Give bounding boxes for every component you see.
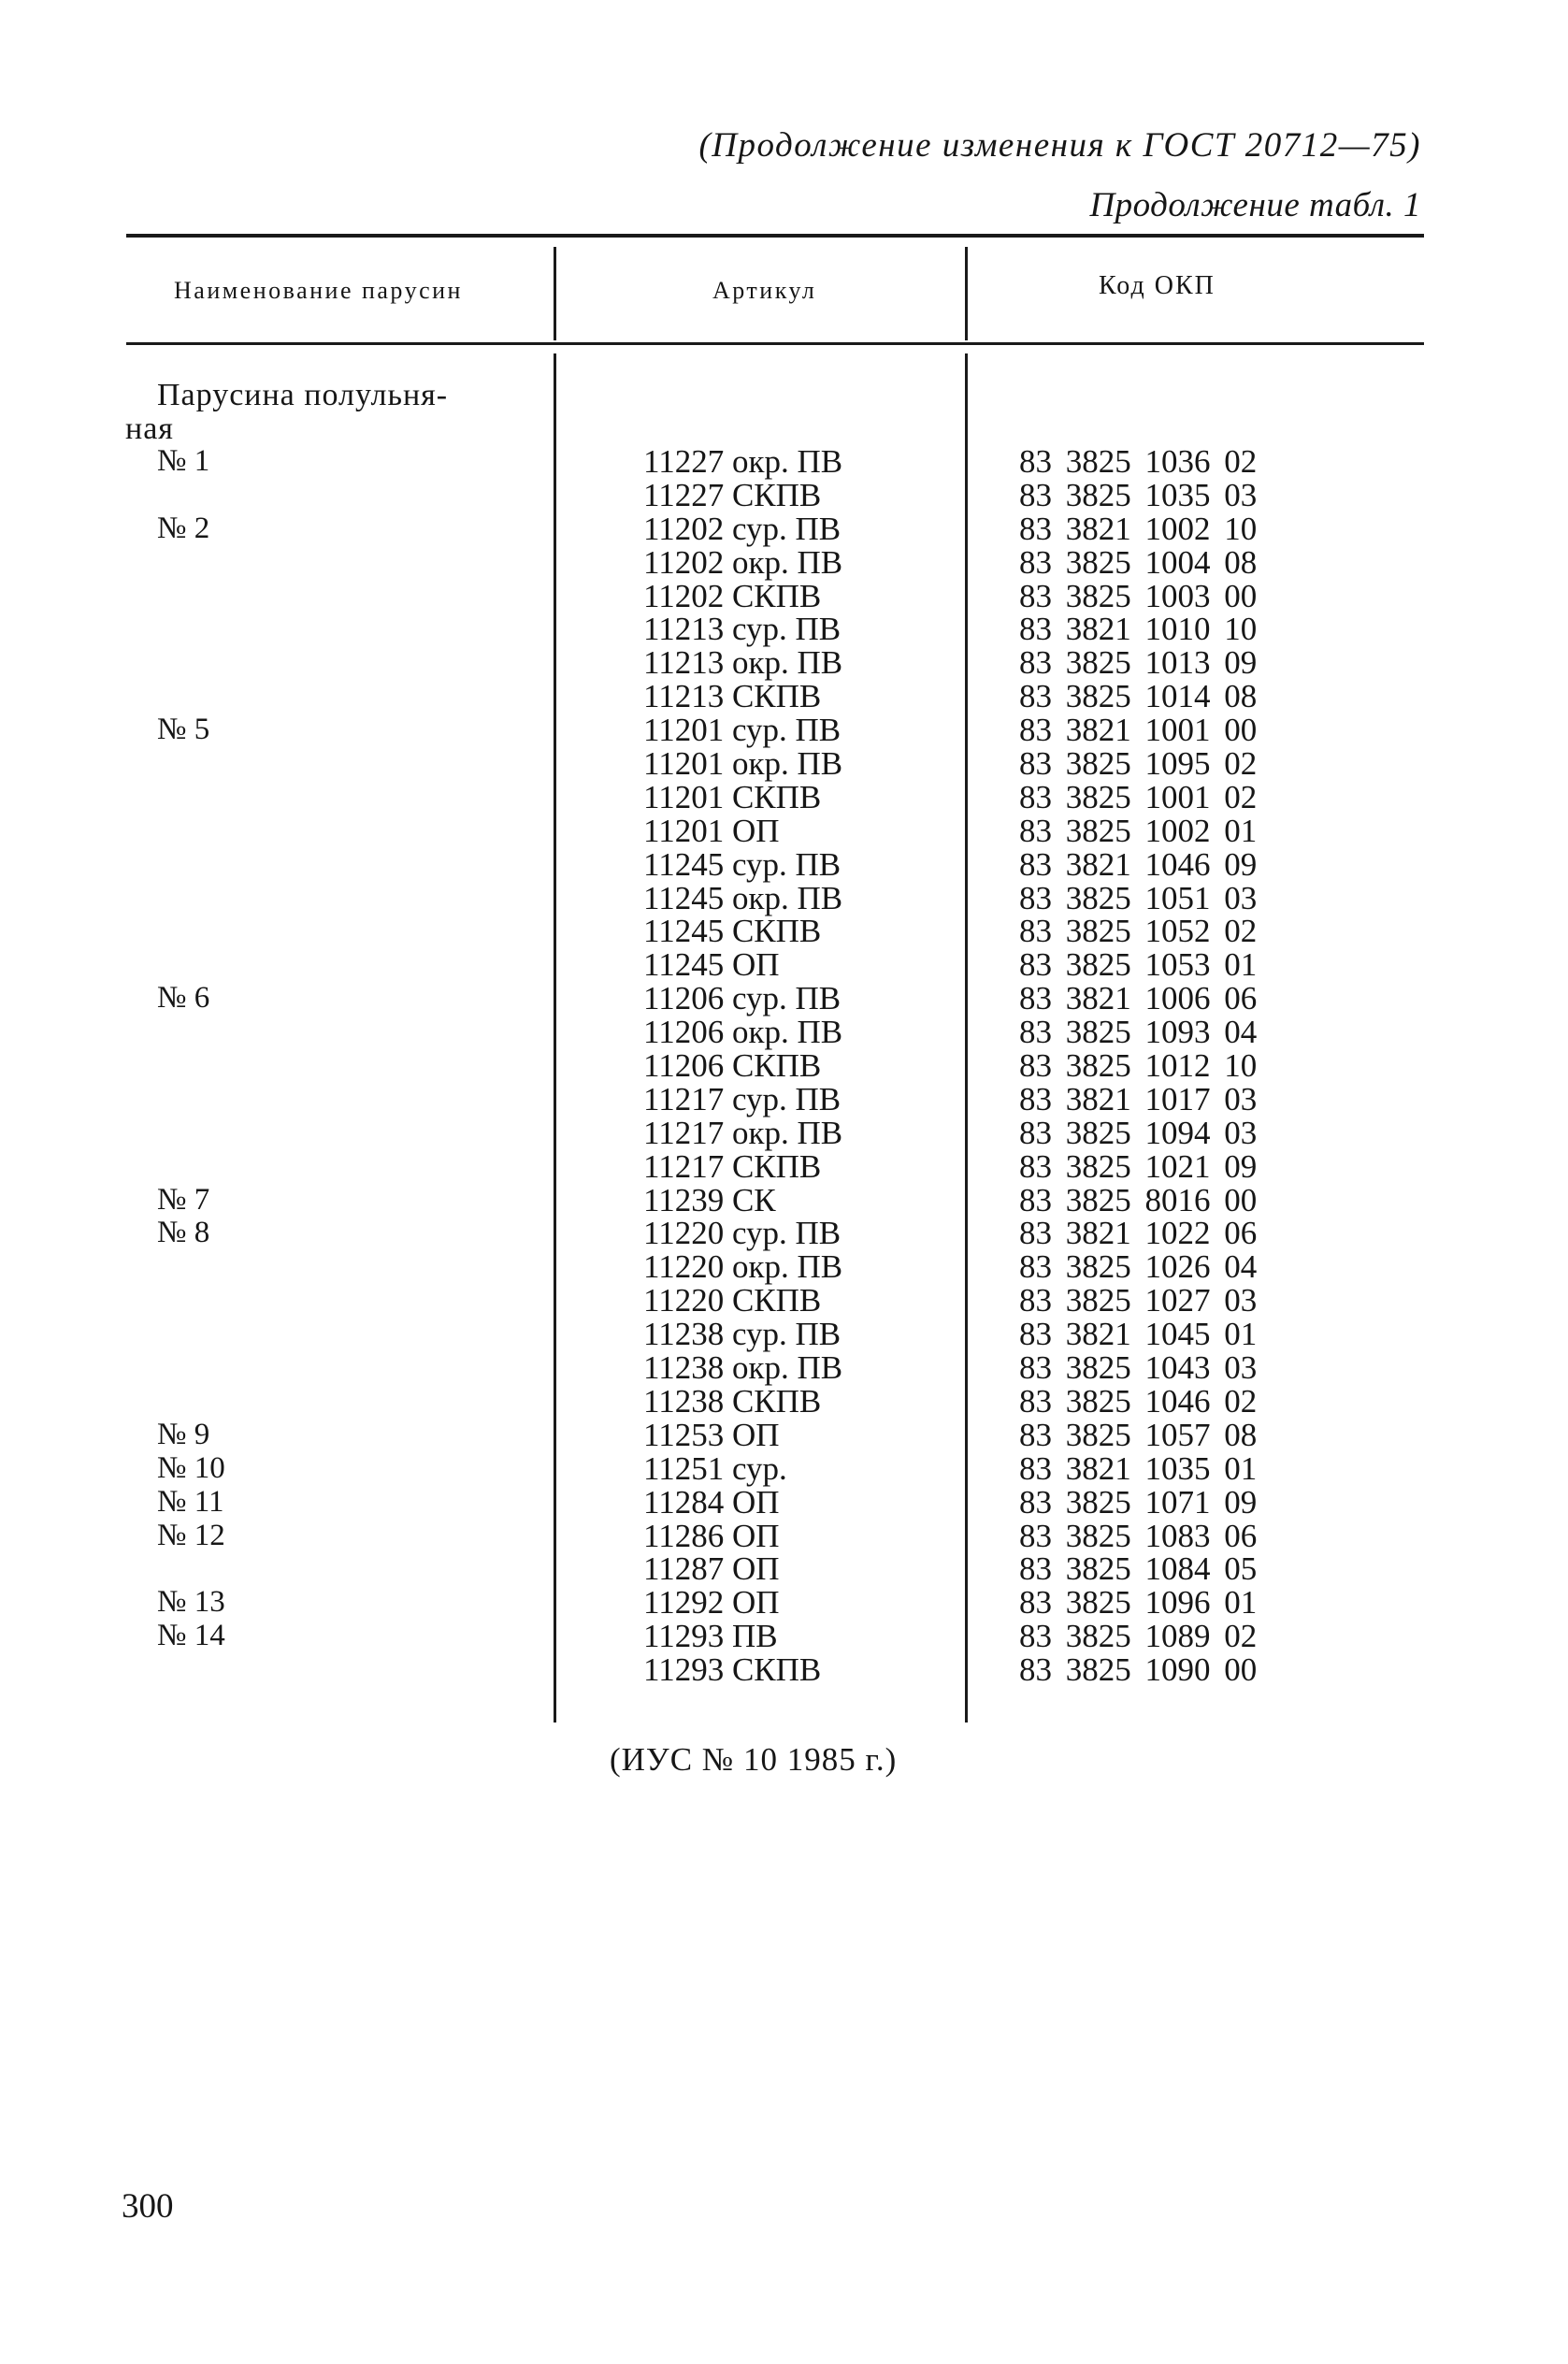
row-name <box>157 747 225 781</box>
okp-code-column <box>1019 445 1257 1687</box>
row-okp-code: 83 3825 1071 09 <box>1019 1483 1258 1521</box>
row-article: 11238 СКПВ <box>643 1382 822 1420</box>
row-okp-code: 83 3821 1010 10 <box>1019 611 1258 648</box>
row-okp-code: 83 3825 1002 01 <box>1019 812 1258 849</box>
row-okp-code: 83 3825 1051 03 <box>1019 879 1258 916</box>
row-article: 11238 окр. ПВ <box>643 1349 843 1387</box>
name-column <box>157 445 225 1687</box>
citation: (ИУС № 10 1985 г.) <box>610 1741 898 1778</box>
row-name <box>157 680 225 714</box>
row-article: 11293 ПВ <box>643 1618 778 1655</box>
row-article: 11287 ОП <box>643 1550 780 1588</box>
row-name: № 1 <box>157 444 210 478</box>
row-name: № 11 <box>157 1484 224 1519</box>
row-okp-code: 83 3825 1083 06 <box>1019 1517 1258 1554</box>
header-column-divider <box>554 247 556 340</box>
table-top-rule <box>126 234 1424 238</box>
row-article: 11201 окр. ПВ <box>643 745 843 783</box>
row-name <box>157 1049 225 1083</box>
row-article: 11202 сур. ПВ <box>643 510 842 547</box>
body-column-divider <box>554 353 556 1723</box>
row-okp-code: 83 3825 1053 01 <box>1019 946 1258 984</box>
row-name: № 8 <box>157 1216 210 1250</box>
row-okp-code: 83 3825 1046 02 <box>1019 1382 1258 1420</box>
row-okp-code: 83 3821 1006 06 <box>1019 980 1258 1017</box>
row-name <box>157 1385 225 1419</box>
row-okp-code: 83 3821 1035 01 <box>1019 1449 1258 1487</box>
row-name <box>157 915 225 948</box>
row-article: 11292 ОП <box>643 1584 780 1622</box>
row-article: 11206 сур. ПВ <box>643 980 842 1017</box>
row-article: 11227 окр. ПВ <box>643 443 843 480</box>
row-article: 11253 ОП <box>643 1416 780 1453</box>
row-okp-code: 83 3825 1027 03 <box>1019 1282 1258 1319</box>
row-okp-code: 83 3821 1002 10 <box>1019 510 1258 547</box>
row-name <box>157 1117 225 1150</box>
row-okp-code: 83 3825 8016 00 <box>1019 1181 1258 1218</box>
row-article: 11245 окр. ПВ <box>643 879 843 916</box>
row-okp-code: 83 3825 1004 08 <box>1019 543 1258 581</box>
row-article: 11202 СКПВ <box>643 577 822 614</box>
row-name: № 12 <box>157 1518 225 1552</box>
row-name <box>157 580 225 613</box>
row-article: 11245 СКПВ <box>643 913 822 950</box>
row-name <box>157 948 225 982</box>
row-name: № 14 <box>157 1619 225 1653</box>
column-header-okp-code: Код ОКП <box>1099 271 1216 300</box>
row-name: № 10 <box>157 1450 225 1485</box>
row-name <box>157 1318 225 1351</box>
table-header-rule <box>126 342 1424 345</box>
row-article: 11206 СКПВ <box>643 1047 822 1085</box>
row-okp-code: 83 3825 1036 02 <box>1019 443 1258 480</box>
row-name: № 2 <box>157 511 210 545</box>
row-article: 11217 окр. ПВ <box>643 1114 843 1151</box>
row-name: № 9 <box>157 1417 210 1451</box>
row-name <box>157 546 225 580</box>
row-okp-code: 83 3821 1001 00 <box>1019 712 1258 749</box>
row-article: 11245 сур. ПВ <box>643 845 842 883</box>
row-okp-code: 83 3825 1043 03 <box>1019 1349 1258 1387</box>
row-article: 11220 СКПВ <box>643 1282 822 1319</box>
row-okp-code: 83 3825 1095 02 <box>1019 745 1258 783</box>
row-okp-code: 83 3825 1094 03 <box>1019 1114 1258 1151</box>
row-okp-code: 83 3821 1022 06 <box>1019 1215 1258 1252</box>
row-article: 11220 окр. ПВ <box>643 1248 843 1286</box>
row-article: 11201 СКПВ <box>643 778 822 815</box>
row-article: 11227 СКПВ <box>643 476 822 513</box>
row-name <box>157 646 225 680</box>
row-okp-code: 83 3825 1057 08 <box>1019 1416 1258 1453</box>
body-column-divider <box>965 353 968 1723</box>
running-header: (Продолжение изменения к ГОСТ 20712—75) <box>698 126 1421 165</box>
row-article: 11245 ОП <box>643 946 780 984</box>
row-name: № 13 <box>157 1585 225 1620</box>
row-name <box>157 1653 225 1687</box>
row-article: 11238 сур. ПВ <box>643 1316 842 1353</box>
row-name <box>157 613 225 646</box>
row-name: № 7 <box>157 1182 210 1217</box>
row-article: 11251 сур. <box>643 1449 787 1487</box>
row-article: 11201 сур. ПВ <box>643 712 842 749</box>
row-name <box>157 1250 225 1284</box>
row-name <box>157 882 225 915</box>
row-okp-code: 83 3825 1012 10 <box>1019 1047 1258 1085</box>
row-okp-code: 83 3825 1093 04 <box>1019 1014 1258 1051</box>
row-okp-code: 83 3825 1084 05 <box>1019 1550 1258 1588</box>
group-title-continued: ная <box>125 411 174 446</box>
row-article: 11217 сур. ПВ <box>643 1080 842 1117</box>
row-okp-code: 83 3825 1021 09 <box>1019 1147 1258 1185</box>
row-okp-code: 83 3825 1026 04 <box>1019 1248 1258 1286</box>
row-okp-code: 83 3821 1045 01 <box>1019 1316 1258 1353</box>
row-okp-code: 83 3825 1003 00 <box>1019 577 1258 614</box>
row-okp-code: 83 3825 1090 00 <box>1019 1651 1258 1689</box>
row-okp-code: 83 3825 1013 09 <box>1019 644 1258 682</box>
row-name: № 5 <box>157 713 210 747</box>
row-okp-code: 83 3825 1089 02 <box>1019 1618 1258 1655</box>
row-article: 11202 окр. ПВ <box>643 543 843 581</box>
row-article: 11220 сур. ПВ <box>643 1215 842 1252</box>
row-name <box>157 1083 225 1117</box>
column-header-article: Артикул <box>712 277 817 304</box>
row-article: 11213 сур. ПВ <box>643 611 842 648</box>
row-article: 11293 СКПВ <box>643 1651 822 1689</box>
article-column <box>643 445 842 1687</box>
row-article: 11206 окр. ПВ <box>643 1014 843 1051</box>
row-article: 11201 ОП <box>643 812 780 849</box>
row-okp-code: 83 3825 1035 03 <box>1019 476 1258 513</box>
row-article: 11239 СК <box>643 1181 776 1218</box>
row-article: 11213 СКПВ <box>643 678 822 715</box>
row-article: 11217 СКПВ <box>643 1147 822 1185</box>
row-okp-code: 83 3825 1096 01 <box>1019 1584 1258 1622</box>
row-name <box>157 1351 225 1385</box>
row-name <box>157 1016 225 1049</box>
group-title: Парусина полульня- <box>157 378 449 412</box>
row-name <box>157 1150 225 1184</box>
column-header-name: Наименование парусин <box>174 277 463 304</box>
row-okp-code: 83 3825 1052 02 <box>1019 913 1258 950</box>
page-number: 300 <box>122 2187 174 2226</box>
row-name <box>157 1552 225 1586</box>
row-name: № 6 <box>157 981 210 1016</box>
row-article: 11286 ОП <box>643 1517 780 1554</box>
row-article: 11213 окр. ПВ <box>643 644 843 682</box>
row-okp-code: 83 3821 1046 09 <box>1019 845 1258 883</box>
row-article: 11284 ОП <box>643 1483 780 1521</box>
row-name <box>157 814 225 848</box>
row-name <box>157 479 225 512</box>
row-name <box>157 848 225 882</box>
row-name <box>157 781 225 814</box>
row-okp-code: 83 3821 1017 03 <box>1019 1080 1258 1117</box>
row-okp-code: 83 3825 1001 02 <box>1019 778 1258 815</box>
header-column-divider <box>965 247 968 340</box>
table-continuation-label: Продолжение табл. 1 <box>1089 186 1421 224</box>
row-name <box>157 1284 225 1318</box>
row-okp-code: 83 3825 1014 08 <box>1019 678 1258 715</box>
